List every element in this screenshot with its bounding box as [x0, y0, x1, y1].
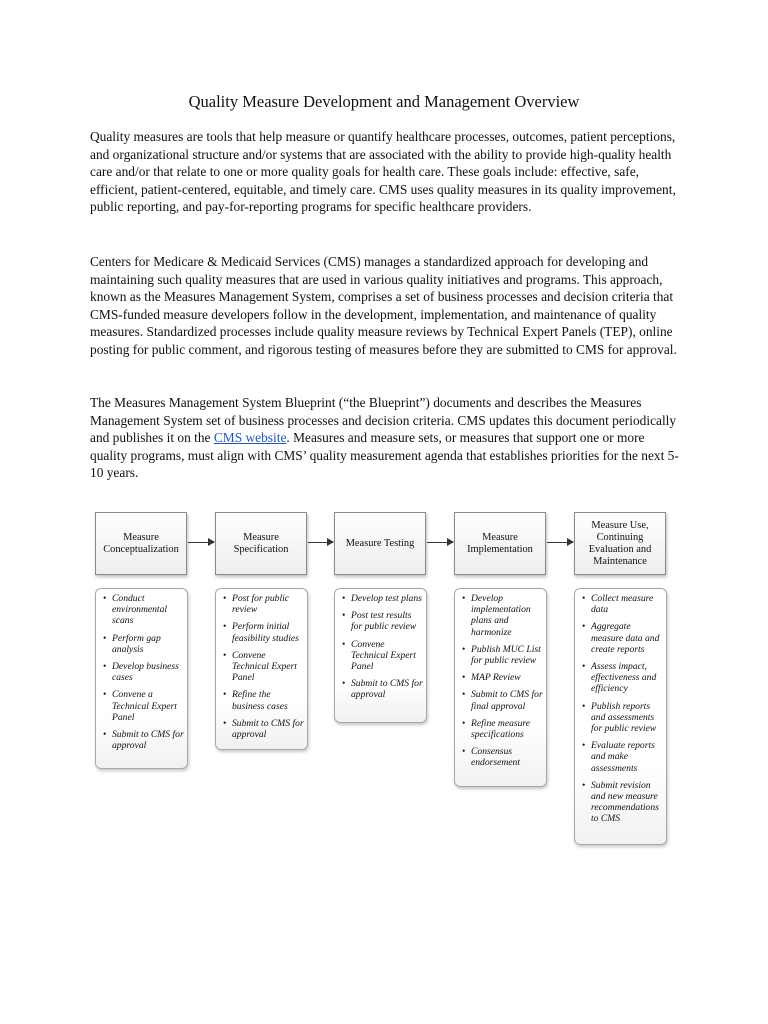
activity-item: • Convene Technical Expert Panel [232, 650, 304, 684]
stage-label: Measure Use, Continuing Evaluation and Maintenance [588, 519, 652, 567]
stage-implementation [454, 512, 546, 575]
activity-item: • Submit to CMS for approval [112, 729, 184, 751]
blueprint-text-start: The Measures Management System Blueprint (“the Blueprint”) documents and describes the Measures Management System set of business processes and decision criteria. CMS updates this document periodically and publishes it on the [90, 395, 677, 446]
activity-item: • Aggregate measure data and create reports [591, 621, 663, 655]
activity-item: • Assess impact, effectiveness and efficiency [591, 661, 663, 695]
activity-item: • Refine the business cases [232, 689, 304, 711]
activity-item: • Consensus endorsement [471, 746, 543, 768]
stage-label: Measure Specification [233, 531, 289, 555]
activity-item: • Publish reports and assessments for public review [591, 701, 663, 735]
activity-item: • Develop test plans [351, 593, 423, 604]
activity-item: • Evaluate reports and make assessments [591, 740, 663, 774]
activity-item: • Conduct environmental scans [112, 593, 184, 627]
flow-arrow [427, 542, 453, 543]
stage-conceptualization [95, 512, 187, 575]
intro-paragraph: Quality measures are tools that help measure or quantify healthcare processes, outcomes, patient perceptions, and organizational structure and/or systems that are associated with the ability to provide high-quality health care and/or that relate to one or more quality goals for health care. These goals include: effective, safe, efficient, patient-centered, equitable, and timely care. CMS uses quality measures in its quality improvement, public reporting, and pay-for-reporting programs for specific healthcare providers. [90, 129, 676, 215]
activity-item: • Perform initial feasibility studies [232, 621, 304, 643]
activities-specification [215, 588, 308, 750]
stage-specification [215, 512, 307, 575]
activity-item: • Submit to CMS for approval [232, 718, 304, 740]
activity-item: • Develop implementation plans and harmonize [471, 593, 543, 638]
activity-item: • Submit revision and new measure recommendations to CMS [591, 780, 663, 825]
activities-conceptualization [95, 588, 188, 769]
stage-use-maintenance [574, 512, 666, 575]
activity-item: • Collect measure data [591, 593, 663, 615]
activity-item: • Convene a Technical Expert Panel [112, 689, 184, 723]
cms-website-link[interactable]: CMS website [213, 430, 287, 446]
activity-item: • Submit to CMS for approval [351, 678, 423, 700]
stage-label: Measure Testing [345, 537, 415, 549]
activity-item: • Post test results for public review [351, 610, 423, 632]
blueprint-text-end: . Measures and measure sets, or measures that support one or more quality programs, must align with CMS’ quality measurement agenda that establishes priorities for the next 5-10 years. [90, 430, 679, 481]
activity-item: • MAP Review [471, 672, 543, 683]
flow-arrow [547, 542, 573, 543]
activity-item: • Refine measure specifications [471, 718, 543, 740]
activity-item: • Develop business cases [112, 661, 184, 683]
activities-implementation [454, 588, 547, 787]
stage-label: Measure Implementation [467, 531, 533, 555]
activities-testing [334, 588, 427, 723]
activity-item: • Post for public review [232, 593, 304, 615]
activities-use-maintenance [574, 588, 667, 845]
activity-item: • Submit to CMS for final approval [471, 689, 543, 711]
activity-item: • Perform gap analysis [112, 633, 184, 655]
stage-testing [334, 512, 426, 575]
activity-item: • Convene Technical Expert Panel [351, 639, 423, 673]
flow-arrow [188, 542, 214, 543]
activity-item: • Publish MUC List for public review [471, 644, 543, 666]
blueprint-paragraph [90, 394, 680, 482]
page-title: Quality Measure Development and Management Overview [188, 92, 580, 111]
stage-label: Measure Conceptualization [103, 531, 179, 555]
cms-approach-paragraph: Centers for Medicare & Medicaid Services (CMS) manages a standardized approach for developing and maintaining such quality measures that are used in various quality initiatives and programs. This approach, known as the Measures Management System, comprises a set of business processes and decision criteria that CMS-funded measure developers follow in the development, implementation, and maintenance of quality measures. Standardized processes include quality measure reviews by Technical Expert Panels (TEP), online posting for public comment, and rigorous testing of measures before they are submitted to CMS for approval. [90, 254, 677, 357]
flow-arrow [308, 542, 333, 543]
